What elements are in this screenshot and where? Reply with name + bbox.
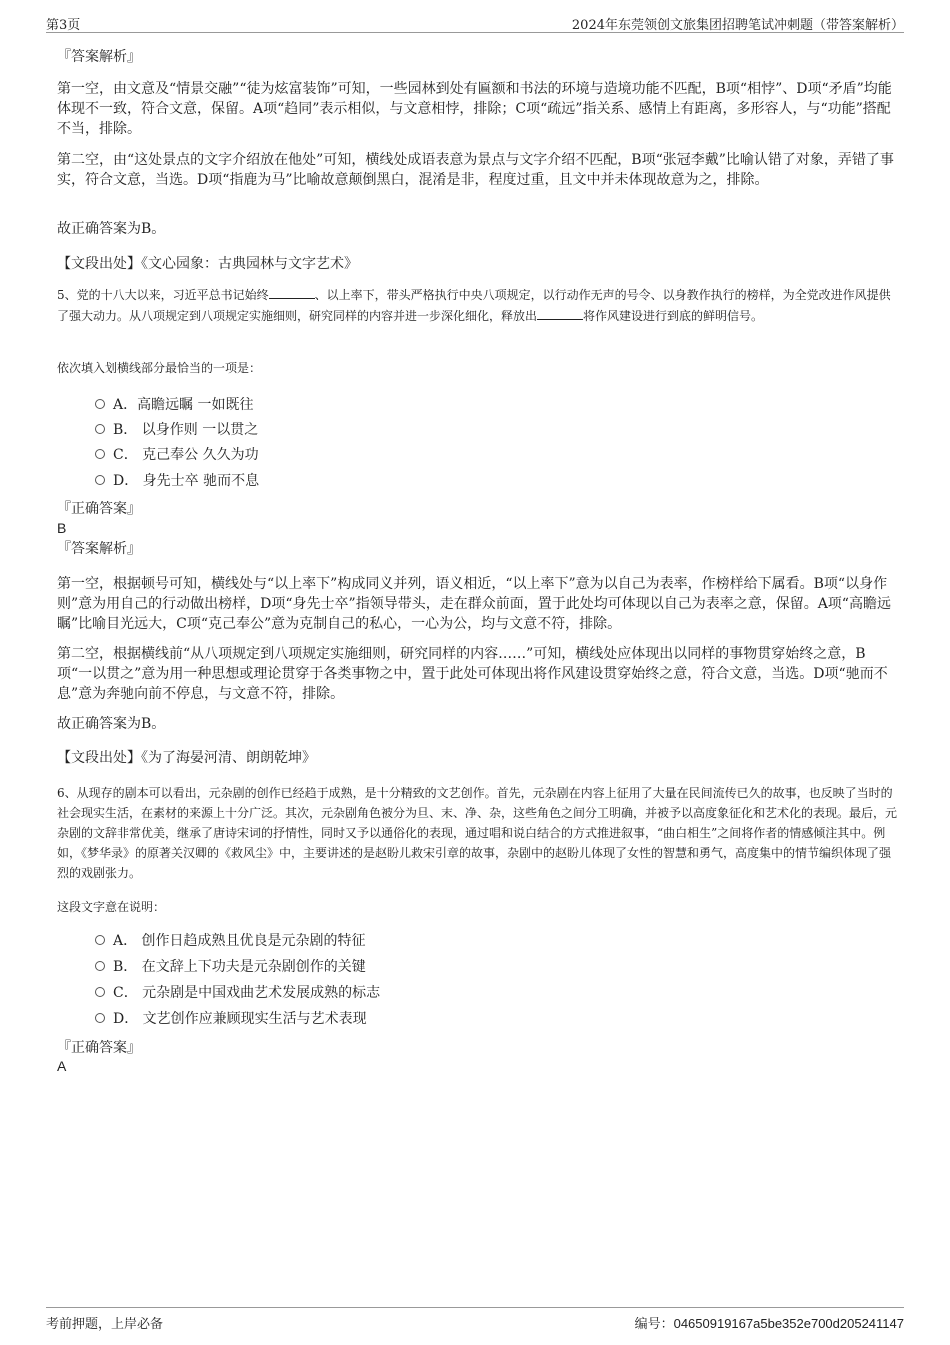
q5-analysis-para1: 第一空，根据顿号可知，横线处与“以上率下”构成同义并列，语义相近，“以上率下”意为以自己为表率，作榜样给下属看。B项“以身作则”意为用自己的行动做出榜样，D项“身先士卒”指领导带头，走在群众前面，置于此处均可体现以自己为表率之意，保留。A项“高瞻远瞩”比喻目光远大，C项“克己奉公”意为克制自己的私心，一心为公，均与文意不符，排除。 [57,576,891,632]
q6-option-a[interactable] [95,930,366,952]
q5-blank-1 [269,284,315,299]
q5-stem-part3: 将作风建设进行到底的鲜明信号。 [583,309,764,323]
q6-stem: 6、从现存的剧本可以看出，元杂剧的创作已经趋于成熟，是十分精致的文艺创作。首先，元杂剧在内容上征用了大量在民间流传已久的故事，也反映了当时的社会现实生活，在素材的来源上十分广泛。其次，元杂剧角色被分为旦、末、净、杂，这些角色之间分工明确，并被予以高度象征化和艺术化的表现。最后，元杂剧的文辞非常优美，继承了唐诗宋词的抒情性，同时又予以通俗化的表现，通过唱和说白结合的方式推进叙事，“曲白相生”之间将作者的情感倾注其中。例如，《梦华录》的原著关汉卿的《救风尘》中，主要讲述的是赵盼儿救宋引章的故事，杂剧中的赵盼儿体现了女性的智慧和勇气，高度集中的情节编织体现了强烈的戏剧张力。 [57,786,898,880]
option-label: D． 身先士卒 驰而不息 [113,473,260,489]
q6-answer-label: 『正确答案』 [57,1040,141,1056]
q5-stem [57,284,897,326]
q6-option-b[interactable] [95,956,366,978]
q4-analysis-para1: 第一空，由文意及“情景交融”“徒为炫富装饰”可知，一些园林到处有匾额和书法的环境与造境功能不匹配，B项“相悖”、D项“矛盾”均能体现不一致，符合文意，保留。A项“趋同”表示相似，与文意相悖，排除；C项“疏远”指关系、感情上有距离，多形容人，与“功能”搭配不当，排除。 [57,81,892,137]
q4-conclusion: 故正确答案为B。 [57,221,166,237]
document-code-value: 04650919167a5be352e700d205241147 [673,1316,904,1331]
radio-icon[interactable] [95,424,105,434]
footer-slogan: 考前押题，上岸必备 [46,1317,164,1332]
document-title: 2024年东莞领创文旅集团招聘笔试冲刺题（带答案解析） [571,18,904,33]
q5-answer-label: 『正确答案』 [57,501,141,517]
q5-conclusion: 故正确答案为B。 [57,716,166,732]
q6-option-c[interactable] [95,982,380,1004]
option-label: A．高瞻远瞩 一如既往 [113,397,254,413]
q4-analysis-label: 『答案解析』 [57,49,141,65]
page-header [46,12,904,33]
q5-source: 【文段出处】《为了海晏河清、朗朗乾坤》 [57,750,316,766]
document-code [635,1313,904,1332]
q4-source: 【文段出处】《文心园象：古典园林与文字艺术》 [57,256,358,272]
q5-stem-part1: 5、党的十八大以来，习近平总书记始终 [57,288,269,302]
q5-prompt: 依次填入划横线部分最恰当的一项是： [57,361,262,375]
radio-icon[interactable] [95,475,105,485]
q6-answer: A [57,1058,67,1074]
option-label: B． 在文辞上下功夫是元杂剧创作的关键 [113,959,366,975]
radio-icon[interactable] [95,1013,105,1023]
q5-analysis-para2: 第二空，根据横线前“从八项规定到八项规定实施细则，研究同样的内容……”可知，横线处应体现出以同样的事物贯穿始终之意，B项“一以贯之”意为用一种思想或理论贯穿于各类事物之中，置于此处可体现出将作风建设贯穿始终之意，符合文意，当选。D项“驰而不息”意为奔驰向前不停息，与文意不符，排除。 [57,646,888,702]
option-label: C． 元杂剧是中国戏曲艺术发展成熟的标志 [113,985,381,1001]
document-code-label: 编号： [634,1317,674,1332]
option-label: D． 文艺创作应兼顾现实生活与艺术表现 [113,1011,367,1027]
radio-icon[interactable] [95,449,105,459]
q5-option-c[interactable] [95,444,259,466]
radio-icon[interactable] [95,961,105,971]
page-number: 第3页 [46,18,81,33]
q4-analysis-para2: 第二空，由“这处景点的文字介绍放在他处”可知，横线处成语表意为景点与文字介绍不匹配，B项“张冠李戴”比喻认错了对象，弄错了事实，符合文意，当选。D项“指鹿为马”比喻故意颠倒黑白，混淆是非，程度过重，且文中并未体现故意为之，排除。 [57,152,894,188]
q5-answer: B [57,520,67,536]
q5-analysis-label: 『答案解析』 [57,541,141,557]
q5-option-b[interactable] [95,419,258,441]
q5-option-d[interactable] [95,470,259,492]
page-footer [46,1307,904,1330]
q5-stem-part2: 、以上率下，带头严格执行中央八项规定，以行动作无声的号令、以身教作执行的榜样，为全党改进作风提供了强大动力。从八项规定到八项规定实施细则，研究同样的内容并进一步深化细化，释放出 [57,288,891,323]
radio-icon[interactable] [95,987,105,997]
option-label: C． 克己奉公 久久为功 [113,447,259,463]
q5-blank-2 [537,305,583,320]
radio-icon[interactable] [95,399,105,409]
option-label: A． 创作日趋成熟且优良是元杂剧的特征 [113,933,366,949]
q5-option-a[interactable] [95,394,254,416]
option-label: B． 以身作则 一以贯之 [113,422,259,438]
q6-option-d[interactable] [95,1008,367,1030]
radio-icon[interactable] [95,935,105,945]
q6-prompt: 这段文字意在说明： [57,900,166,914]
